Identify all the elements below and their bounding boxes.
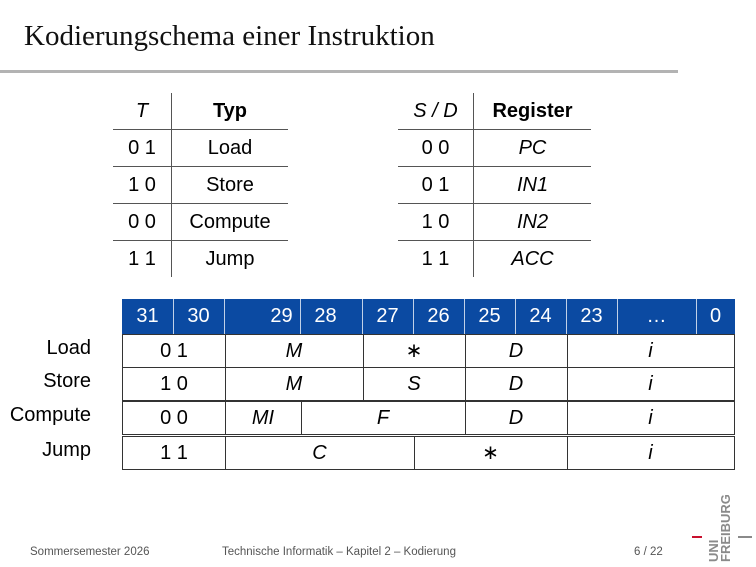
register-name: IN1	[474, 167, 592, 204]
bit-divider	[224, 299, 225, 334]
bit-header: 31	[136, 305, 159, 327]
register-table-row	[398, 167, 591, 204]
field-destination: D	[508, 373, 524, 395]
bit-header: 30	[187, 305, 210, 327]
register-table-row	[398, 204, 591, 241]
instruction-encoding-diagram	[9, 299, 735, 474]
register-code: 0 1	[398, 167, 474, 204]
type-code: 0 0	[113, 204, 172, 241]
field-mi: MI	[251, 407, 275, 429]
type-table-header-t: T	[113, 93, 172, 130]
field-function: F	[376, 407, 390, 429]
register-code: 0 0	[398, 130, 474, 167]
type-code: 1 0	[113, 167, 172, 204]
register-name: ACC	[474, 241, 592, 278]
university-logo	[672, 482, 756, 562]
field-immediate: i	[648, 407, 653, 429]
field-unused: ∗	[405, 340, 423, 362]
bit-header: 24	[529, 305, 552, 327]
field-unused: ∗	[482, 442, 499, 464]
field-mode: M	[285, 340, 303, 362]
logo-gray-bar	[738, 536, 752, 538]
register-name: PC	[474, 130, 592, 167]
register-name: IN2	[474, 204, 592, 241]
field-destination: D	[508, 407, 524, 429]
bit-header: 28	[314, 305, 337, 327]
register-table-row	[398, 241, 591, 278]
logo-text-freiburg: FREIBURG	[718, 494, 733, 562]
type-table-row	[113, 204, 288, 241]
register-table-row	[398, 130, 591, 167]
register-table-header-register: Register	[474, 93, 592, 130]
row-label-compute: Compute	[9, 404, 91, 426]
field-immediate: i	[648, 373, 653, 395]
field-immediate: i	[648, 442, 653, 464]
row-label-load: Load	[46, 337, 91, 359]
encoding-row-compute	[122, 401, 735, 435]
type-table-row	[113, 241, 288, 278]
footer-course: Technische Informatik – Kapitel 2 – Kodierung	[222, 546, 456, 558]
field-condition: C	[312, 442, 327, 464]
logo-red-bar	[692, 536, 702, 538]
field-destination: D	[508, 340, 524, 362]
field-type: 1 1	[160, 442, 188, 464]
encoding-row-store	[122, 367, 735, 401]
field-type: 0 0	[160, 407, 188, 429]
instruction-type-table	[113, 93, 288, 277]
type-table-header-typ: Typ	[172, 93, 289, 130]
type-name: Store	[172, 167, 289, 204]
register-table-header-sd: S / D	[398, 93, 474, 130]
slide-title: Kodierungschema einer Instruktion	[24, 20, 435, 52]
register-code: 1 1	[398, 241, 474, 278]
footer-semester: Sommersemester 2026	[30, 546, 150, 558]
field-type: 0 1	[160, 340, 188, 362]
type-code: 1 1	[113, 241, 172, 278]
encoding-row-load	[122, 334, 735, 368]
field-mode: M	[285, 373, 303, 395]
bit-header: 29	[270, 305, 293, 327]
encoding-row-jump	[122, 436, 735, 470]
bit-header: 25	[478, 305, 501, 327]
register-code: 1 0	[398, 204, 474, 241]
type-table-row	[113, 167, 288, 204]
row-label-store: Store	[43, 370, 91, 392]
page-number: 6 / 22	[634, 546, 663, 558]
bit-header: 26	[427, 305, 450, 327]
type-name: Compute	[172, 204, 289, 241]
type-name: Jump	[172, 241, 289, 278]
field-source: S	[407, 373, 421, 395]
type-code: 0 1	[113, 130, 172, 167]
field-immediate: i	[648, 340, 653, 362]
logo-text-uni: UNI	[706, 539, 721, 562]
bit-header: 23	[580, 305, 603, 327]
type-table-row	[113, 130, 288, 167]
field-type: 1 0	[160, 373, 188, 395]
type-name: Load	[172, 130, 289, 167]
bit-header: 27	[376, 305, 399, 327]
bit-header: …	[646, 305, 667, 327]
title-divider	[0, 70, 678, 73]
register-table	[398, 93, 591, 277]
row-label-jump: Jump	[42, 439, 91, 461]
bit-header: 0	[709, 305, 722, 327]
bit-header-bar	[122, 299, 735, 334]
